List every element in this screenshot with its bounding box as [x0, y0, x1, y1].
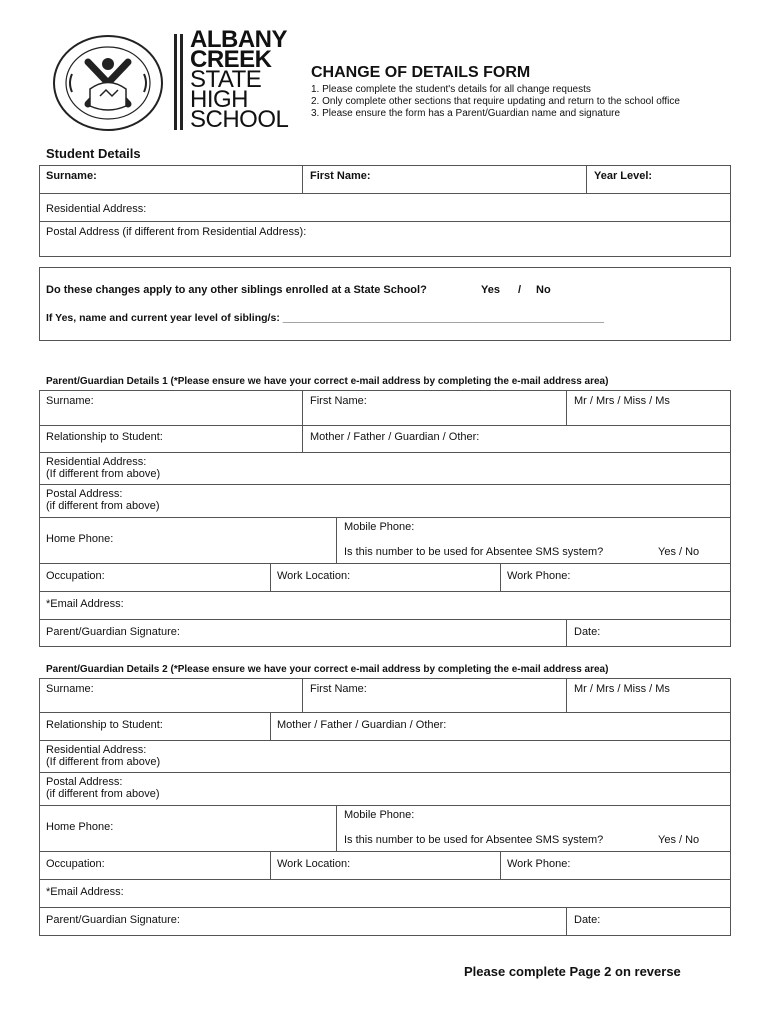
- parent1-relationship-field[interactable]: Relationship to Student:: [46, 431, 163, 443]
- parent2-relationship-field[interactable]: Relationship to Student:: [46, 719, 163, 731]
- parent1-occupation-field[interactable]: Occupation:: [46, 570, 105, 582]
- student-section-heading: Student Details: [46, 146, 141, 161]
- parent1-title-options[interactable]: Mr / Mrs / Miss / Ms: [574, 395, 670, 407]
- parent2-postal-note: (if different from above): [46, 788, 160, 800]
- parent2-first-name-field[interactable]: First Name:: [310, 683, 367, 695]
- parent2-work-phone-field[interactable]: Work Phone:: [507, 858, 571, 870]
- parent2-postal-address-field[interactable]: Postal Address:: [46, 776, 123, 788]
- parent1-sms-options[interactable]: Yes / No: [658, 546, 700, 558]
- parent2-relationship-options[interactable]: Mother / Father / Guardian / Other:: [277, 719, 447, 731]
- parent1-postal-address-field[interactable]: Postal Address:: [46, 488, 123, 500]
- parent2-signature-field[interactable]: Parent/Guardian Signature:: [46, 914, 180, 926]
- student-year-level-field[interactable]: Year Level:: [594, 170, 653, 182]
- parent1-surname-field[interactable]: Surname:: [46, 395, 94, 407]
- parent2-mobile-phone-field[interactable]: Mobile Phone:: [344, 809, 415, 821]
- parent2-date-field[interactable]: Date:: [574, 914, 601, 926]
- footer-note: Please complete Page 2 on reverse: [464, 964, 681, 979]
- parent2-sms-question: Is this number to be used for Absentee SMS system?: [344, 834, 604, 846]
- siblings-no-option[interactable]: No: [536, 284, 551, 296]
- student-first-name-field[interactable]: First Name:: [310, 170, 371, 182]
- parent1-work-phone-field[interactable]: Work Phone:: [507, 570, 571, 582]
- instruction-item: 1. Please complete the student's details for all change requests: [311, 84, 591, 95]
- parent1-first-name-field[interactable]: First Name:: [310, 395, 367, 407]
- parent2-section-heading: Parent/Guardian Details 2 (*Please ensure we have your correct e-mail address by completing the e-mail address area): [46, 664, 609, 675]
- parent1-postal-note: (if different from above): [46, 500, 160, 512]
- siblings-names-field[interactable]: If Yes, name and current year level of sibling/s: _______________________________________________________: [46, 312, 604, 324]
- siblings-yes-option[interactable]: Yes: [481, 284, 500, 296]
- parent1-date-field[interactable]: Date:: [574, 626, 601, 638]
- school-name: [190, 26, 289, 133]
- instruction-item: 2. Only complete other sections that require updating and return to the school office: [311, 96, 680, 107]
- parent2-title-options[interactable]: Mr / Mrs / Miss / Ms: [574, 683, 670, 695]
- parent1-mobile-phone-field[interactable]: Mobile Phone:: [344, 521, 415, 533]
- siblings-box: [39, 267, 731, 341]
- parent2-surname-field[interactable]: Surname:: [46, 683, 94, 695]
- parent2-residential-address-field[interactable]: Residential Address:: [46, 744, 147, 756]
- form-title: CHANGE OF DETAILS FORM: [311, 64, 531, 81]
- parent2-home-phone-field[interactable]: Home Phone:: [46, 821, 114, 833]
- siblings-separator: /: [518, 284, 522, 296]
- instruction-item: 3. Please ensure the form has a Parent/Guardian name and signature: [311, 108, 621, 119]
- parent1-residential-note: (If different from above): [46, 468, 161, 480]
- school-name-line: SCHOOL: [190, 106, 289, 133]
- parent2-occupation-field[interactable]: Occupation:: [46, 858, 105, 870]
- school-crest: [52, 34, 164, 132]
- parent1-signature-field[interactable]: Parent/Guardian Signature:: [46, 626, 180, 638]
- instructions: [311, 84, 680, 120]
- parent2-table: [39, 678, 731, 936]
- parent1-relationship-options[interactable]: Mother / Father / Guardian / Other:: [310, 431, 480, 443]
- parent2-sms-options[interactable]: Yes / No: [658, 834, 700, 846]
- student-postal-address-field[interactable]: Postal Address (if different from Residential Address):: [46, 226, 307, 238]
- parent1-sms-question: Is this number to be used for Absentee SMS system?: [344, 546, 604, 558]
- student-surname-field[interactable]: Surname:: [46, 170, 97, 182]
- student-residential-address-field[interactable]: Residential Address:: [46, 203, 147, 215]
- school-name-line: HIGH: [190, 86, 248, 113]
- parent1-home-phone-field[interactable]: Home Phone:: [46, 533, 114, 545]
- school-name-line: CREEK: [190, 46, 272, 73]
- parent1-work-location-field[interactable]: Work Location:: [277, 570, 351, 582]
- parent1-table: [39, 390, 731, 647]
- parent1-email-field[interactable]: *Email Address:: [46, 598, 124, 610]
- school-name-line: ALBANY: [190, 26, 287, 53]
- siblings-question: Do these changes apply to any other siblings enrolled at a State School?: [46, 284, 427, 296]
- parent1-section-heading: Parent/Guardian Details 1 (*Please ensure we have your correct e-mail address by completing the e-mail address area): [46, 376, 609, 387]
- school-name-line: STATE: [190, 66, 262, 93]
- parent2-work-location-field[interactable]: Work Location:: [277, 858, 351, 870]
- parent2-residential-note: (If different from above): [46, 756, 161, 768]
- parent1-residential-address-field[interactable]: Residential Address:: [46, 456, 147, 468]
- parent2-email-field[interactable]: *Email Address:: [46, 886, 124, 898]
